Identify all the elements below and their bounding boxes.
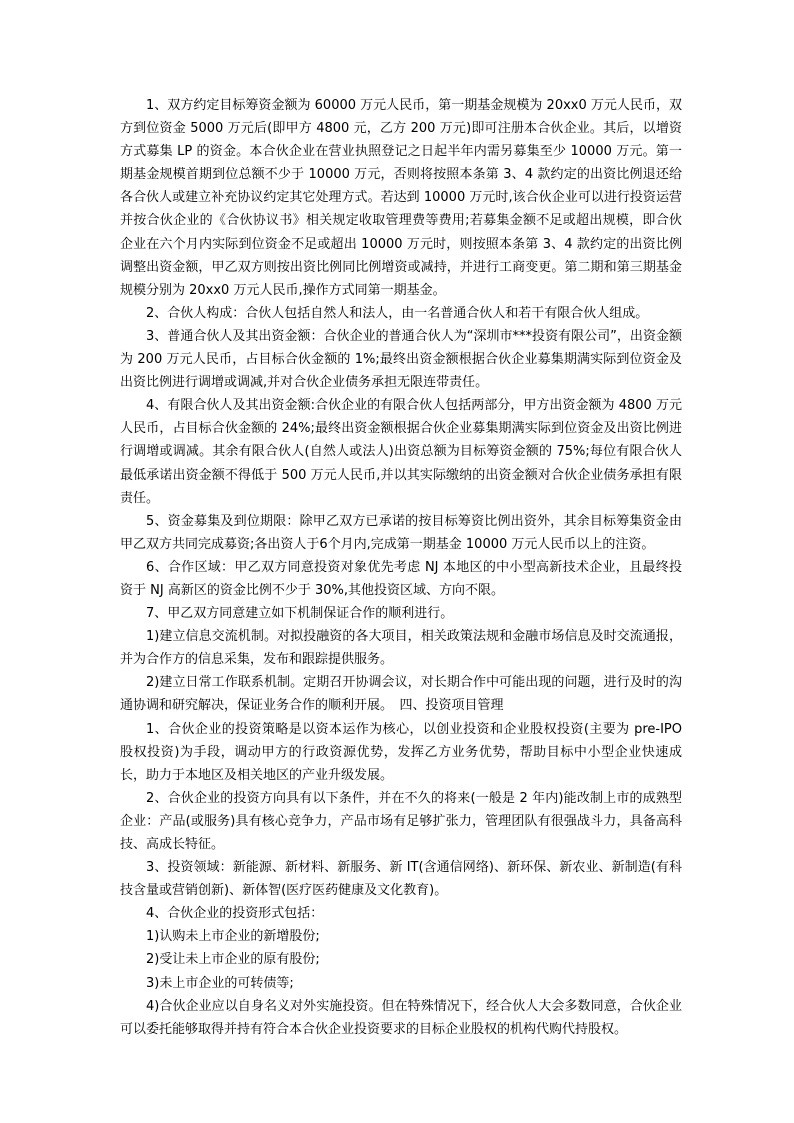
paragraph-investment-fields: 3、投资领域：新能源、新材料、新服务、新 IT(含通信网络)、新环保、新农业、新制造(有科技含量或营销创新)、新体智(医疗医药健康及文化教育)。 [120, 860, 682, 899]
document-body [120, 94, 682, 1041]
paragraph-daily-liaison: 2)建立日常工作联系机制。定期召开协调会议，对长期合作中可能出现的问题，进行及时的沟通协调和研究解决，保证业务合作的顺利开展。 四、投资项目管理 [120, 675, 682, 714]
paragraph-cooperation-region: 6、合作区域：甲乙双方同意投资对象优先考虑 NJ 本地区的中小型高新技术企业，且最终投资于 NJ 高新区的资金比例不少于 30%,其他投资区域、方向不限。 [120, 559, 682, 598]
paragraph-investment-strategy: 1、合伙企业的投资策略是以资本运作为核心，以创业投资和企业股权投资(主要为 pre-IPO 股权投资)为手段，调动甲方的行政资源优势，发挥乙方业务优势，帮助目标中小型企业快速成长，助力于本地区及相关地区的产业升级发展。 [120, 721, 682, 783]
paragraph-investment-forms: 4、合伙企业的投资形式包括： [146, 906, 324, 922]
paragraph-investment-direction: 2、合伙企业的投资方向具有以下条件，并在不久的将来(一般是 2 年内)能改制上市的成熟型企业：产品(或服务)具有核心竞争力，产品市场有足够扩张力，管理团队有很强战斗力，具备高科技、高成长特征。 [120, 790, 682, 852]
paragraph-limited-partners: 4、有限合伙人及其出资金额:合伙企业的有限合伙人包括两部分，甲方出资金额为 4800 万元人民币，占目标合伙金额的 24%;最终出资金额根据合伙企业募集期满实际到位资金及出资比例进行调增或调减。其余有限合伙人(自然人或法人)出资总额为目标筹资金额的 75%;每位有限合伙人最低承诺出资金额不得低于 500 万元人民币,并以其实际缴纳的出资金额对合伙企业债务承担有限责任。 [120, 398, 682, 506]
paragraph-form-convertible-bonds: 3)未上市企业的可转债等; [146, 975, 294, 991]
paragraph-cooperation-mechanism: 7、甲乙双方同意建立如下机制保证合作的顺利进行。 [146, 606, 454, 622]
paragraph-form-existing-shares: 2)受让未上市企业的原有股份; [146, 952, 320, 968]
paragraph-general-partner: 3、普通合伙人及其出资金额：合伙企业的普通合伙人为“深圳市***投资有限公司”，出资金额为 200 万元人民币，占目标合伙金额的 1%;最终出资金额根据合伙企业募集期满实际到位资金及出资比例进行调增或调减,并对合伙企业债务承担无限连带责任。 [120, 328, 682, 391]
paragraph-fundraising-deadline: 5、资金募集及到位期限：除甲乙双方已承诺的按目标筹资比例出资外，其余目标筹集资金由甲乙双方共同完成募资;各出资人于6个月内,完成第一期基金 10000 万元人民币以上的注资。 [120, 513, 682, 552]
paragraph-partner-composition: 2、合伙人构成：合伙人包括自然人和法人，由一名普通合伙人和若干有限合伙人组成。 [146, 305, 649, 321]
paragraph-form-new-shares: 1)认购未上市企业的新增股份; [146, 929, 320, 945]
paragraph-form-own-name: 4)合伙企业应以自身名义对外实施投资。但在特殊情况下，经合伙人大会多数同意，合伙企业可以委托能够取得并持有符合本合伙企业投资要求的目标企业股权的机构代购代持股权。 [120, 998, 682, 1037]
paragraph-target-amount: 1、双方约定目标筹资金额为 60000 万元人民币，第一期基金规模为 20xx0 万元人民币，双方到位资金 5000 万元后(即甲方 4800 元，乙方 200 万元)即可注册本合伙企业。其后，以增资方式募集 LP 的资金。本合伙企业在营业执照登记之日起半年内需另募集至少 10000 万元。第一期基金规模首期到位总额不少于 10000 万元，否则将按照本条第 3、4 款约定的出资比例退还给各合伙人或建立补充协议约定其它处理方式。若达到 10000 万元时,该合伙企业可以进行投资运营并按合伙企业的《合伙协议书》相关规定收取管理费等费用;若募集金额不足或超出规模，即合伙企业在六个月内实际到位资金不足或超出 10000 万元时，则按照本条第 3、4 款约定的出资比例调整出资金额，甲乙双方则按出资比例同比例增资或减持，并进行工商变更。第二期和第三期基金规模分别为 20xx0 万元人民币,操作方式同第一期基金。 [120, 98, 682, 298]
paragraph-info-exchange: 1)建立信息交流机制。对拟投融资的各大项目，相关政策法规和金融市场信息及时交流通报，并为合作方的信息采集，发布和跟踪提供服务。 [120, 629, 682, 668]
